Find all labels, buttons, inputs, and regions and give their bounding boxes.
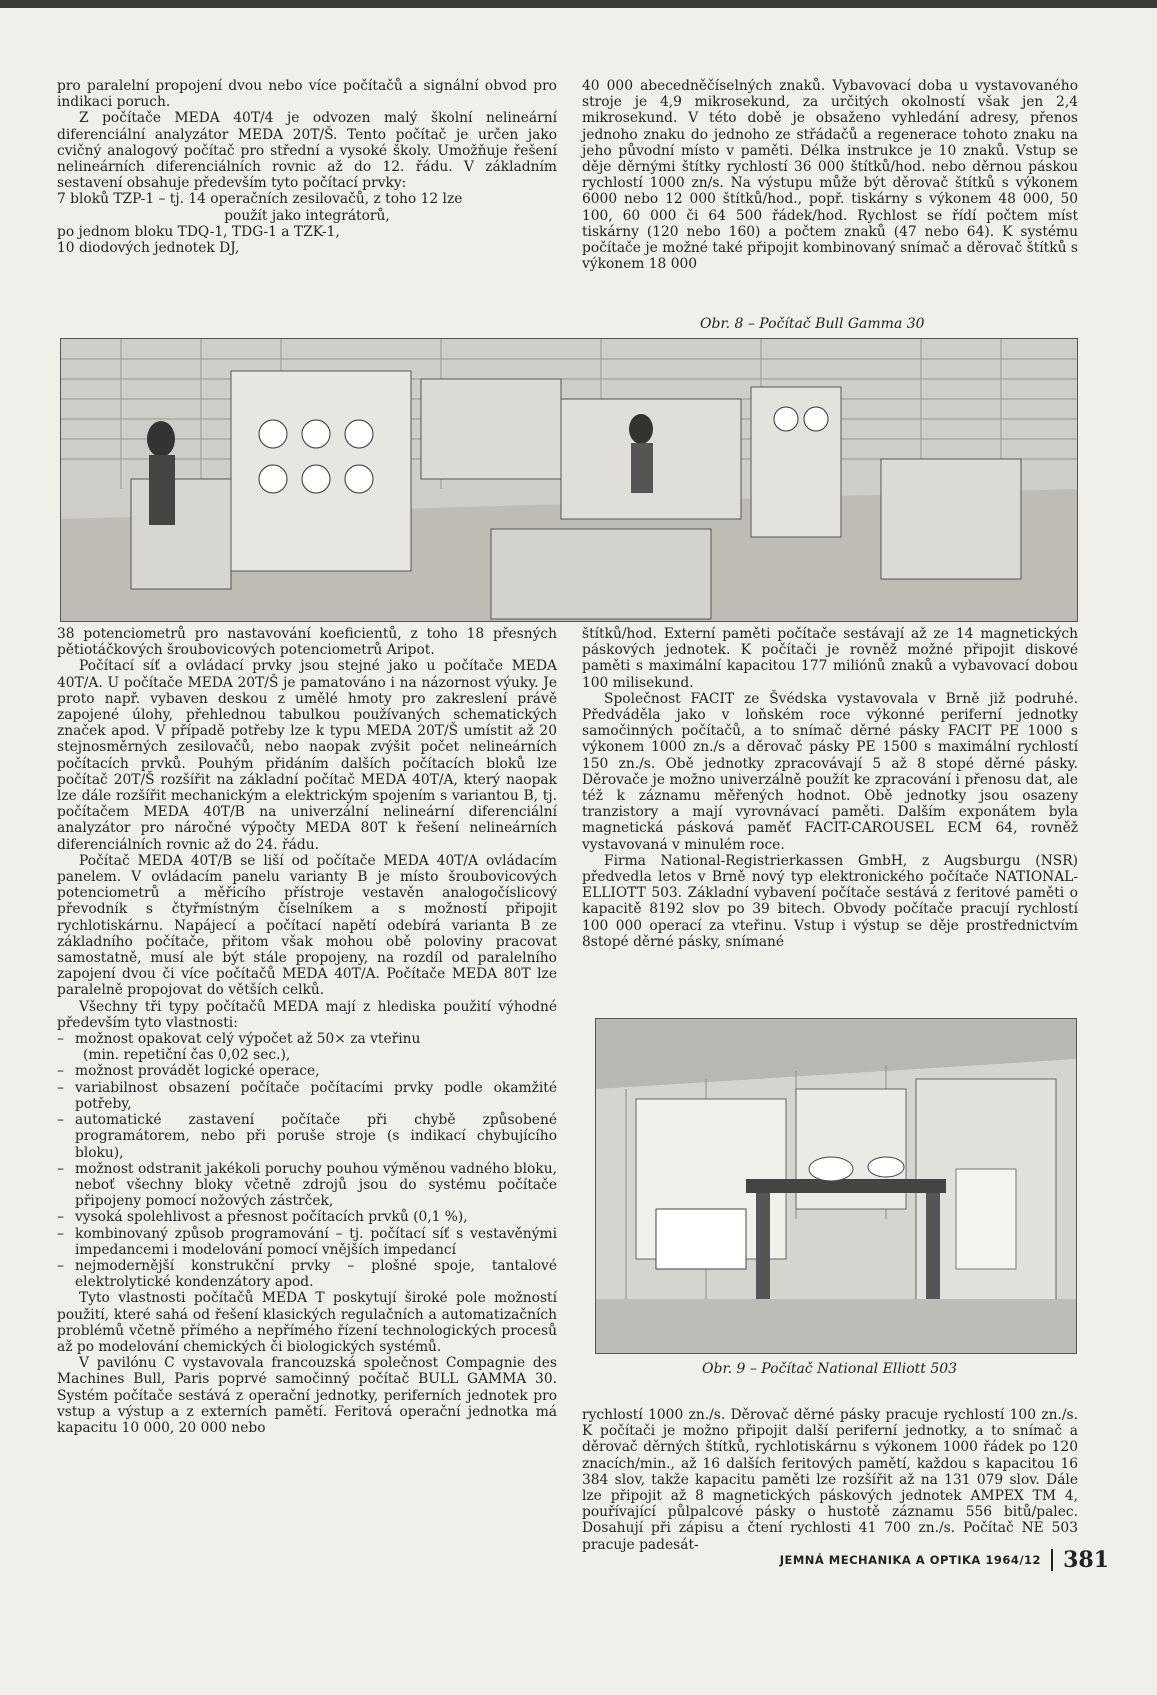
paragraph: po jednom bloku TDQ-1, TDG-1 a TZK-1, [57,223,340,240]
paragraph: Počítací síť a ovládací prvky jsou stejné jako u počítače MEDA 40T/A. U počítače MEDA 20T/Š je pamatováno i na názornost výuky. Je proto např. vybaven deskou z umělé hmoty pro zakreslení právě zapojené úlohy, přehlednou tabulkou používaných schematických značek apod. V případě potřeby lze k typu MEDA 20T/Š umístit až 20 stejnosměrných zesilovačů, nebo naopak zvýšit počet nelineárních počítacích prvků. Pouhým přidáním dalších počítacích bloků lze počítač 20T/Š rozšířit na základní počítač MEDA 40T/A, který naopak lze dále rozšířit mechanickým a elektrickým spojením s variantou B, tj. počítačem MEDA 40T/B na univerzální nelineární diferenciální analyzátor pro náročné výpočty MEDA 80T k řešení nelineárních diferenciálních rovnic až do 24. řádu. [57,658,557,853]
paragraph: použít jako integrátorů, [224,207,390,224]
list-item: – kombinovaný způsob programování – tj. počítací síť s vestavěnými impedancemi i modelování pomocí vnějších impedancí [57,1225,557,1258]
list-item: – variabilnost obsazení počítače počítacími prvky podle okamžité potřeby, [57,1079,557,1112]
paragraph: Všechny tři typy počítačů MEDA mají z hlediska použití výhodné především tyto vlastnosti: [57,998,557,1031]
paragraph: V pavilónu C vystavovala francouzská společnost Compagnie des Machines Bull, Paris poprvé samočinný počítač BULL GAMMA 30. Systém počítače sestává z operační jednotky, periferních jednotek pro vstup a výstup a z externích pamětí. Feritová operační jednotka má kapacitu 10 000, 20 000 nebo [57,1355,557,1436]
list-item: – automatické zastavení počítače při chybě způsobené programátorem, nebo při poruše stroje (s indikací chybujícího bloku), [57,1112,557,1161]
column-left-top [57,78,557,256]
list-item: – vysoká spolehlivost a přesnost počítacích prvků (0,1 %), [57,1209,468,1226]
paragraph: 10 diodových jednotek DJ, [57,240,240,257]
paragraph: 40 000 abecedněčíselných znaků. Vybavovací doba u vystavovaného stroje je 4,9 mikrosekund, za určitých okolností však jen 2,4 mikrosekund. V této době je obsaženo vyhledání adresy, přenos jednoho znaku do jednoho ze střádačů a regenerace tohoto znaku na jeho původní místo v paměti. Délka instrukce je 10 znaků. Vstup se děje děrnými štítky rychlostí 36 000 štítků/hod. nebo děrnou páskou rychlostí 1000 zn/s. Na výstupu může být děrovač štítků s výkonem 6000 nebo 12 000 štítků/hod., popř. tiskárny s výkonem 48 000, 50 100, 60 000 či 64 500 řádek/hod. Rychlost se řídí počtem míst tiskárny (120 nebo 160) a počtem znaků (47 nebo 64). K systému počítače je možné také připojit kombinovaný snímač a děrovač štítků s výkonem 18 000 [582,78,1078,273]
page-footer [780,1547,1109,1573]
page-number: 381 [1063,1547,1109,1573]
paragraph: 38 potenciometrů pro nastavování koeficientů, z toho 18 přesných pětiotáčkových šroubovicových potenciometrů Aripot. [57,626,557,659]
list-item: – možnost provádět logické operace, [57,1063,320,1080]
journal-title: JEMNÁ MECHANIKA A OPTIKA 1964/12 [779,1553,1042,1567]
figure-photo [60,338,1078,622]
paragraph: Počítač MEDA 40T/B se liší od počítače MEDA 40T/A ovládacím panelem. V ovládacím panelu varianty B je místo šroubovicových potenciometrů a měřicího přístroje vestavěn analogočíslicový převodník s čtyřmístným číselníkem a s možností připojit rychlotiskárnu. Napájecí a počítací napětí odebírá varianta B ze základního počítače, přitom však mohou obě poloviny pracovat samostatně, musí ale být stále propojeny, na rozdíl od paralelního zapojení dvou či více počítačů MEDA 40T/A. Počítače MEDA 80T lze paralelně propojovat do větších celků. [57,852,557,999]
scan-edge [0,0,1157,8]
list-item: – nejmodernější konstrukční prvky – plošné spoje, tantalové elektrolytické kondenzátory apod. [57,1257,557,1291]
figure-caption: Obr. 9 – Počítač National Elliott 503 [702,1361,958,1377]
list-item: (min. repetiční čas 0,02 sec.), [83,1047,291,1064]
paragraph: Z počítače MEDA 40T/4 je odvozen malý školní nelineární diferenciální analyzátor MEDA 20T/Š. Tento počítač je určen jako cvičný analogový počítač pro střední a vysoké školy. Umožňuje řešení nelineárních diferenciálních rovnic až do 12. řádu. V základním sestavení obsahuje především tyto počítací prvky: [57,110,557,192]
paragraph: Tyto vlastnosti počítačů MEDA T poskytují široké pole možností použití, které sahá od řešení klasických regulačních a automatizačních problémů včetně přímého a nepřímého řízení technologických procesů až po modelování chemických či biologických systémů. [57,1290,557,1355]
paragraph: Firma National-Registrierkassen GmbH, z Augsburgu (NSR) předvedla letos v Brně nový typ elektronického počítače NATIONAL-ELLIOTT 503. Základní vybavení počítače sestává z feritové paměti o kapacitě 8192 slov po 39 bitech. Obvody počítače pracují rychlostí 100 000 operací za vteřinu. Vstup i výstup se děje prostřednictvím 8stopé děrné pásky, snímané [582,852,1078,950]
divider [1051,1549,1053,1571]
column-left-bottom [57,626,557,1436]
paragraph: štítků/hod. Externí paměti počítače sestávají až ze 14 magnetických páskových jednotek. K počítači je rovněž možné připojit diskové paměti s maximální kapacitou 177 miliónů znaků a vybavovací dobou 100 milisekund. [582,626,1078,691]
paragraph: 7 bloků TZP-1 – tj. 14 operačních zesilovačů, z toho 12 lze [57,191,463,208]
paragraph: rychlostí 1000 zn./s. Děrovač děrné pásky pracuje rychlostí 100 zn./s. K počítači je možno připojit další periferní jednotky, a to snímač a děrovač děrných štítků, rychlotiskárnu s výkonem 1000 řádek po 120 znacích/min., až 16 dalších feritových pamětí, každou s kapacitou 16 384 slov, takže kapacitu paměti lze rozšířit až na 131 079 slov. Dále lze připojit až 8 magnetických páskových jednotek AMPEX TM 4, pouřívající půlpalcové pásky o hustotě záznamu 556 bitů/palec. Dosahují při zápisu a čtení rychlosti 41 700 zn./s. Počítač NE 503 pracuje padesát- [582,1407,1078,1553]
paragraph: Společnost FACIT ze Švédska vystavovala v Brně již podruhé. Předváděla jako v loňském roce výkonné periferní jednotky samočinných počítačů, a to snímač děrné pásky FACIT PE 1000 s výkonem 1000 zn./s a děrovač pásky PE 1500 s maximální rychlostí 150 zn./s. Obě jednotky zpracovávají 5 až 8 stopé děrné pásky. Děrovače je možno univerzálně použít ke zpracování i přenosu dat, ale též k záznamu měřených hodnot. Obě jednotky jsou osazeny tranzistory a mají vyrovnávací paměti. Dalším exponátem byla magnetická pásková paměť FACIT-CAROUSEL ECM 64, rovněž vystavovaná v minulém roce. [582,690,1078,853]
column-right-middle [582,626,1078,950]
figure-photo [595,1018,1077,1354]
column-right-top [582,78,1078,272]
list-item: – možnost opakovat celý výpočet až 50× za vteřinu [57,1031,421,1048]
figure-caption: Obr. 8 – Počítač Bull Gamma 30 [700,316,925,332]
column-right-bottom [582,1407,1078,1553]
paragraph: pro paralelní propojení dvou nebo více počítačů a signální obvod pro indikaci poruch. [57,78,557,111]
list-item: – možnost odstranit jakékoli poruchy pouhou výměnou vadného bloku, neboť všechny bloky včetně zdrojů jsou do systému počítače připojeny pomocí nožových zástrček, [57,1160,557,1210]
